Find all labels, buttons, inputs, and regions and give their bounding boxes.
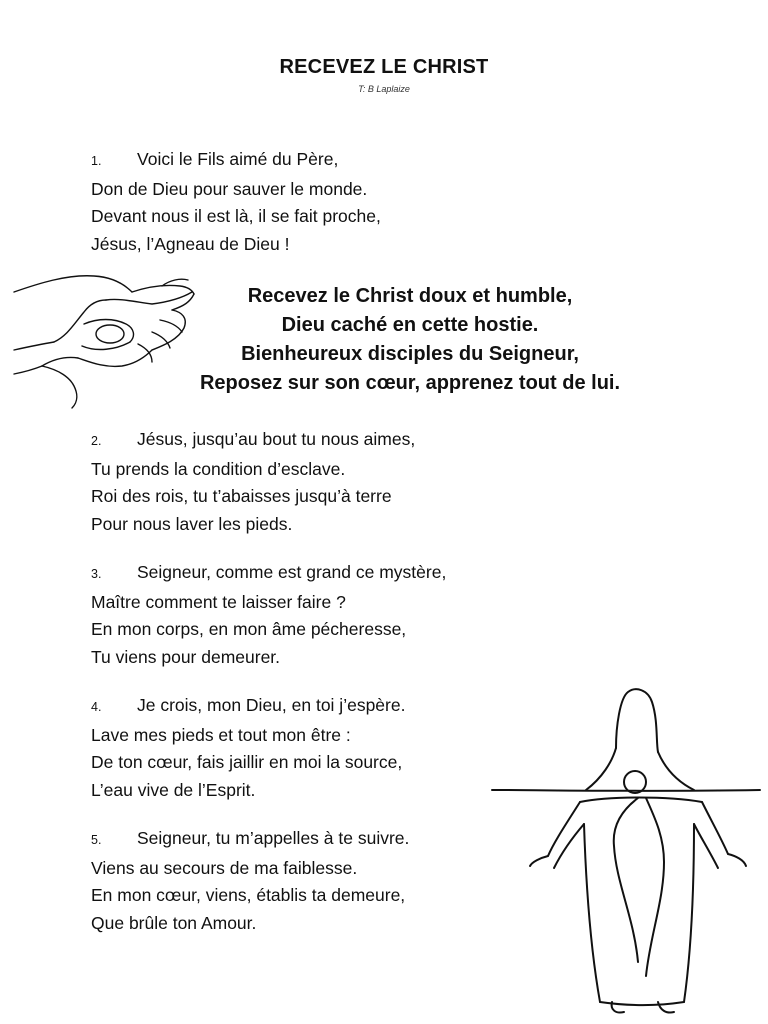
verse-4 [91, 692, 405, 804]
christ-figure-with-host-icon [488, 686, 763, 1016]
verse-number: 4. [91, 700, 102, 714]
verse-line: En mon cœur, viens, établis ta demeure, [91, 885, 406, 905]
refrain-line: Bienheureux disciples du Seigneur, [241, 343, 579, 365]
refrain-line: Recevez le Christ doux et humble, [247, 285, 573, 307]
verse-3 [91, 559, 446, 671]
verse-line: Tu prends la condition d’esclave. [91, 458, 346, 479]
verse-line: Maître comment te laisser faire ? [91, 591, 346, 612]
verse-line: Tu viens pour demeurer. [91, 646, 281, 667]
page-title: RECEVEZ LE CHRIST [279, 56, 489, 78]
verse-5 [91, 825, 409, 937]
verse-line: Devant nous il est là, il se fait proche, [91, 206, 381, 226]
verse-line: Roi des rois, tu t’abaisses jusqu’à terre [91, 486, 392, 506]
verse-2 [91, 426, 415, 538]
verse-line: Que brûle ton Amour. [91, 912, 257, 933]
verse-line: Lave mes pieds et tout mon être : [91, 724, 351, 745]
verse-line: 5. Seigneur, tu m’appelles à te suivre. [91, 825, 409, 855]
verse-line: 1. Voici le Fils aimé du Père, [91, 146, 381, 176]
verse-line: Don de Dieu pour sauver le monde. [91, 178, 368, 199]
verse-line: Viens au secours de ma faiblesse. [91, 857, 358, 878]
refrain-line: Reposez sur son cœur, apprenez tout de lui. [199, 372, 621, 394]
verse-number: 3. [91, 567, 102, 581]
verse-line: En mon corps, en mon âme pécheresse, [91, 619, 407, 639]
refrain-line: Dieu caché en cette hostie. [281, 314, 539, 336]
verse-line: 2. Jésus, jusqu’au bout tu nous aimes, [91, 426, 415, 456]
refrain [150, 282, 670, 398]
verse-number: 5. [91, 833, 102, 847]
verse-line: 3. Seigneur, comme est grand ce mystère, [91, 559, 446, 589]
verse-1 [91, 146, 381, 258]
verse-number: 2. [91, 434, 102, 448]
verse-line: De ton cœur, fais jaillir en moi la source, [91, 752, 403, 772]
verse-line: Pour nous laver les pieds. [91, 513, 293, 534]
verse-line: Jésus, l’Agneau de Dieu ! [91, 233, 290, 254]
verse-number: 1. [91, 154, 102, 168]
verse-line: L’eau vive de l’Esprit. [91, 779, 256, 800]
author-credit: T: B Laplaize [358, 84, 410, 94]
verse-line: 4. Je crois, mon Dieu, en toi j’espère. [91, 692, 405, 722]
